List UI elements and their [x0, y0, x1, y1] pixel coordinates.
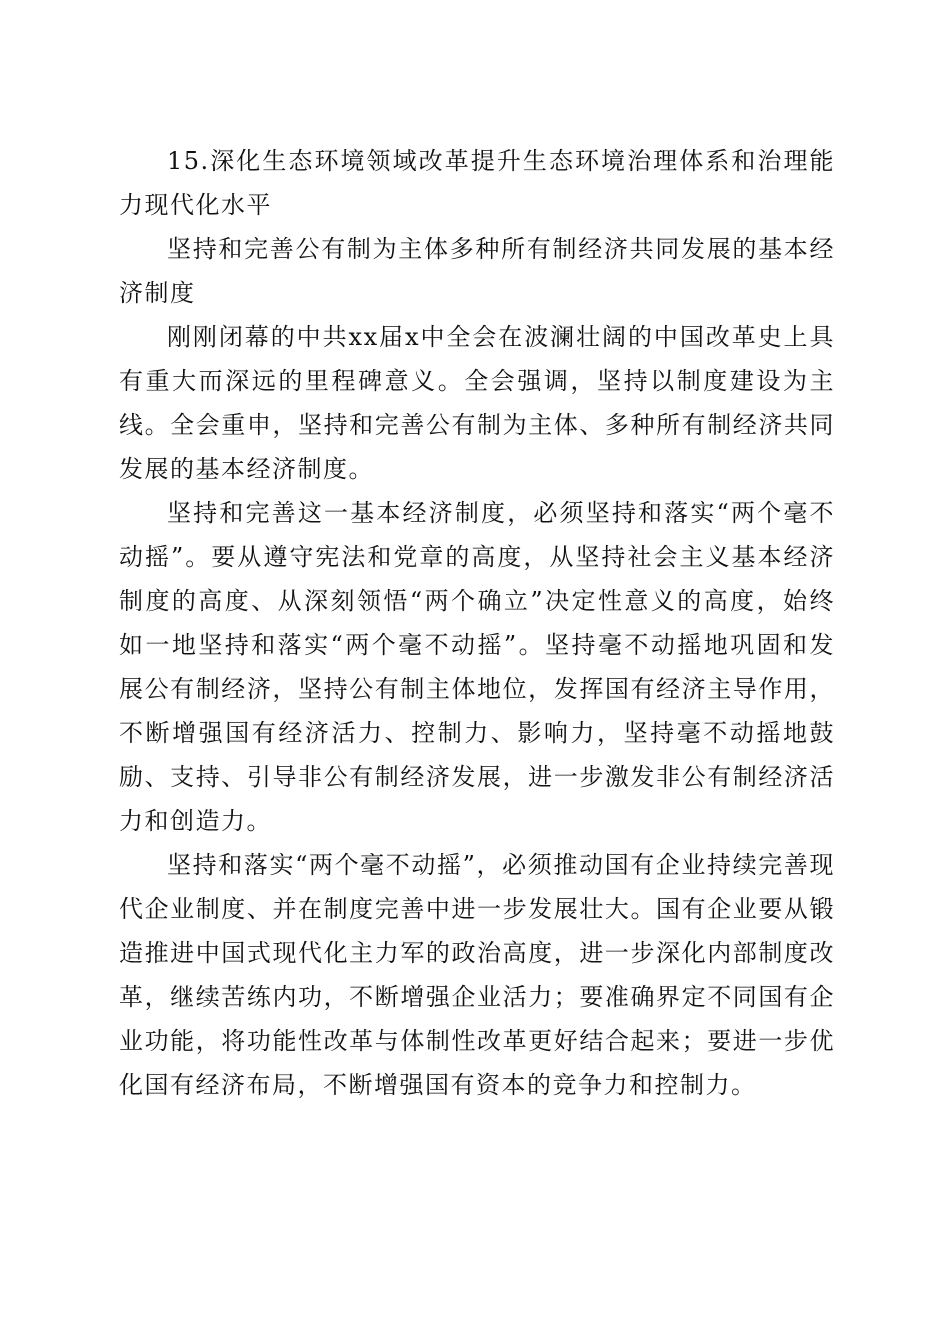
paragraph-2: 坚持和完善这一基本经济制度，必须坚持和落实“两个毫不动摇”。要从遵守宪法和党章的高度，从坚持社会主义基本经济制度的高度、从深刻领悟“两个确立”决定性意义的高度，始终如一地坚持和落实“两个毫不动摇”。坚持毫不动摇地巩固和发展公有制经济，坚持公有制主体地位，发挥国有经济主导作用，不断增强国有经济活力、控制力、影响力，坚持毫不动摇地鼓励、支持、引导非公有制经济发展，进一步激发非公有制经济活力和创造力。: [119, 499, 835, 835]
section-heading: 15.深化生态环境领域改革提升生态环境治理体系和治理能力现代化水平: [119, 147, 835, 219]
section-subheading: 坚持和完善公有制为主体多种所有制经济共同发展的基本经济制度: [119, 235, 835, 307]
paragraph-1: 刚刚闭幕的中共xx届x中全会在波澜壮阔的中国改革史上具有重大而深远的里程碑意义。全会强调，坚持以制度建设为主线。全会重申，坚持和完善公有制为主体、多种所有制经济共同发展的基本经济制度。: [119, 323, 835, 483]
paragraph-3: 坚持和落实“两个毫不动摇”，必须推动国有企业持续完善现代企业制度、并在制度完善中进一步发展壮大。国有企业要从锻造推进中国式现代化主力军的政治高度，进一步深化内部制度改革，继续苦练内功，不断增强企业活力；要准确界定不同国有企业功能，将功能性改革与体制性改革更好结合起来；要进一步优化国有经济布局，不断增强国有资本的竞争力和控制力。: [119, 851, 835, 1099]
document-body: [119, 139, 835, 1107]
